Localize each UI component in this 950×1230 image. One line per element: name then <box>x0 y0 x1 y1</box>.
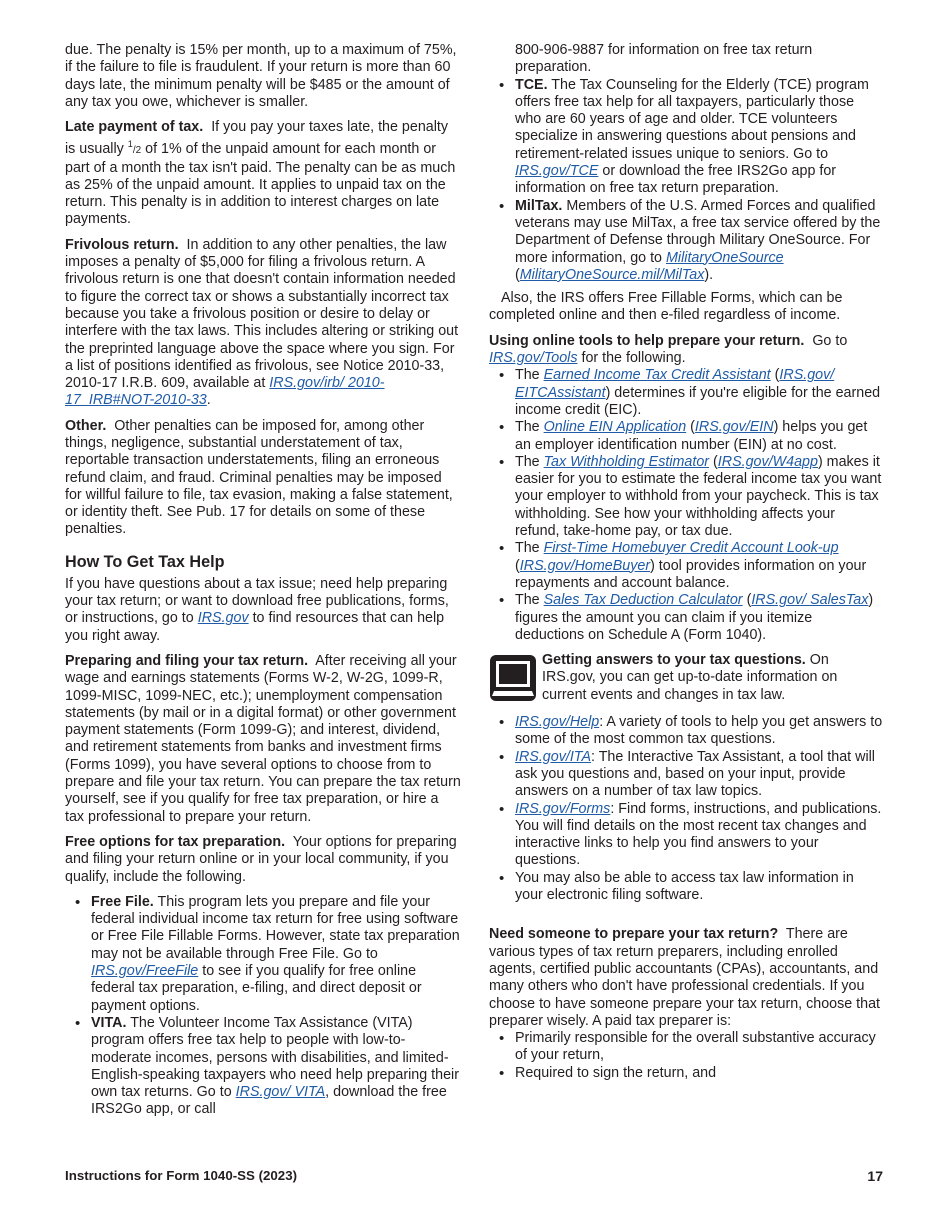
list-item: • Required to sign the return, and <box>489 1065 883 1082</box>
penalty-paragraph: due. The penalty is 15% per month, up to a maximum of 75%, if the failure to file is fraudulent. If your return is more than 60 days late, the minimum penalty will be $485 or the amount of any tax you owe, whichever is smaller. <box>65 42 457 110</box>
vita-heading: VITA. <box>91 1014 127 1031</box>
list-item: • Free File. This program lets you prepare and file your federal individual income tax return for free using software or Free File Fillable Forms. However, state tax preparation may not be available through Free File. Go to IRS.gov/FreeFile to see if you qualify for free online federal tax preparation, e-filing, and direct deposit or payment options. <box>65 894 461 1015</box>
military-onesource-link[interactable]: MilitaryOneSource <box>666 249 784 266</box>
miltax-link[interactable]: MilitaryOneSource.mil/MilTax <box>519 266 705 283</box>
answers-tip: Getting answers to your tax questions. On IRS.gov, you can get up-to-date information on current events and changes in tax law. <box>489 652 883 704</box>
online-tools-list <box>489 367 883 644</box>
list-item: • IRS.gov/Forms: Find forms, instructions, and publications. You will find details on the most recent tax changes and interactive links to help you find answers to your questions. <box>489 801 883 870</box>
list-item: • Primarily responsible for the overall substantive accuracy of your return, <box>489 1030 883 1065</box>
list-item: • IRS.gov/ITA: The Interactive Tax Assistant, a tool that will ask you questions and, based on your input, provide answers on a number of tax law topics. <box>489 749 883 801</box>
online-tools-paragraph: Using online tools to help prepare your return. Go to IRS.gov/Tools for the following. <box>489 332 848 367</box>
preparer-list <box>489 1030 883 1082</box>
ein-application-link[interactable]: Online EIN Application <box>543 419 687 436</box>
vita-link[interactable]: IRS.gov/ VITA <box>235 1084 326 1101</box>
w4app-link[interactable]: IRS.gov/W4app <box>717 453 818 470</box>
freefile-link[interactable]: IRS.gov/FreeFile <box>91 963 199 980</box>
preparing-filing-paragraph: Preparing and filing your tax return. After receiving all your wage and earnings statements (Forms W-2, W-2G, 1099-R, 1099-MISC, 1099-NEC, etc.); unemployment compensation statements (by mail or in a digital format) or other government payment statements (Form 1099-G); and interest, dividend, and retirement statements from banks and investment firms (Forms 1099), you have several options to choose from to prepare and file your tax return. You can prepare the tax return yourself, see if you qualify for free tax preparation, or hire a tax professional to prepare your return. <box>65 652 461 825</box>
eitc-assistant-link[interactable]: Earned Income Tax Credit Assistant <box>543 367 771 384</box>
free-options-heading: Free options for tax preparation. <box>65 833 286 850</box>
ein-url-link[interactable]: IRS.gov/EIN <box>694 419 774 436</box>
right-column <box>489 42 883 1090</box>
list-item: • The Tax Withholding Estimator (IRS.gov/W4app) makes it easier for you to estimate the federal income tax you want your employer to withhold from your paycheck. This is tax withholding. See how your withholding affects your refund, take-home pay, or tax due. <box>489 454 883 540</box>
vita-continued: 800-906-9887 for information on free tax return preparation. <box>515 42 813 76</box>
answers-heading: Getting answers to your tax questions. <box>542 652 806 669</box>
eitc-url-link[interactable]: IRS.gov/ EITCAssistant <box>515 367 835 401</box>
late-payment-heading: Late payment of tax. <box>65 119 204 136</box>
frivolous-return-paragraph: Frivolous return. In addition to any other penalties, the law imposes a penalty of $5,000 for filing a frivolous return. A frivolous return is one that doesn't contain information needed to figure the correct tax or shows a substantially incorrect tax because you take a frivolous position or desire to delay or interfere with the tax laws. This includes altering or striking out the preprinted language above the space where you sign. For a list of positions identified as frivolous, see Notice 2010-33, 2010-17 I.R.B. 609, available at IRS.gov/irb/ 2010-17_IRB#NOT-2010-33. <box>65 236 459 409</box>
free-options-paragraph: Free options for tax preparation. Your options for preparing and filing your return online or in your local community, if you qualify, include the following. <box>65 833 457 885</box>
late-payment-paragraph: Late payment of tax. If you pay your taxes late, the penalty is usually $^1$/2 of 1% of the unpaid amount for each month or part of a month the tax isn't paid. The penalty can be as much as 25% of the unpaid amount. It applies to unpaid tax on the return. This penalty is in addition to interest charges on late payments. <box>65 119 456 228</box>
homebuyer-lookup-link[interactable]: First-Time Homebuyer Credit Account Look-up <box>543 540 839 557</box>
help-link[interactable]: IRS.gov/Help <box>515 714 600 731</box>
preparing-filing-heading: Preparing and filing your tax return. <box>65 652 309 669</box>
need-preparer-heading: Need someone to prepare your tax return? <box>489 926 779 943</box>
help-intro-paragraph: If you have questions about a tax issue; need help preparing your tax return; or want to download free publications, forms, or instructions, go to IRS.gov to find resources that can help you right away. <box>65 575 449 644</box>
irs-gov-link[interactable]: IRS.gov <box>197 610 249 627</box>
irb-link[interactable]: IRS.gov/irb/ 2010-17_IRB#NOT-2010-33 <box>65 375 385 409</box>
answers-list <box>489 714 883 904</box>
computer-icon <box>489 654 537 702</box>
list-item: • The First-Time Homebuyer Credit Account Look-up (IRS.gov/HomeBuyer) tool provides information on your repayments and account balance. <box>489 540 883 592</box>
miltax-heading: MilTax. <box>515 197 563 214</box>
list-item: • The Earned Income Tax Credit Assistant (IRS.gov/ EITCAssistant) determines if you're eligible for the earned income credit (EIC). <box>489 367 883 419</box>
tce-heading: TCE. <box>515 76 548 93</box>
list-item: • TCE. The Tax Counseling for the Elderly (TCE) program offers free tax help for all taxpayers, particularly those who are 60 years of age and older. TCE volunteers specialize in answering questions about pensions and retirement-related issues unique to seniors. Go to IRS.gov/TCE or download the free IRS2Go app for information on free tax return preparation. <box>489 77 883 198</box>
footer-title: Instructions for Form 1040-SS (2023) <box>65 1168 298 1183</box>
other-heading: Other. <box>65 417 107 434</box>
forms-link[interactable]: IRS.gov/Forms <box>515 800 611 817</box>
list-item: • VITA. The Volunteer Income Tax Assistance (VITA) program offers free tax help to people with low-to-moderate incomes, persons with disabilities, and limited-English-speaking taxpayers who need help preparing their own tax returns. Go to IRS.gov/ VITA, download the free IRS2Go app, or call <box>65 1015 461 1119</box>
withholding-estimator-link[interactable]: Tax Withholding Estimator <box>543 453 710 470</box>
free-options-list <box>65 894 461 1119</box>
tce-link[interactable]: IRS.gov/TCE <box>515 163 599 180</box>
other-penalties-paragraph: Other. Other penalties can be imposed for, among other things, negligence, substantial understatement of tax, reportable transaction understatements, filing an erroneous refund claim, and fraud. Criminal penalties may be imposed for willful failure to file, tax evasion, making a false statement, or identity theft. See Pub. 17 for details on some of these penalties. <box>65 417 453 538</box>
free-file-heading: Free File. <box>91 893 154 910</box>
page-number: 17 <box>867 1168 883 1184</box>
list-item: • IRS.gov/Help: A variety of tools to help you get answers to some of the most common tax questions. <box>489 714 883 749</box>
spacer <box>489 912 883 926</box>
salestax-url-link[interactable]: IRS.gov/ SalesTax <box>751 592 869 609</box>
frivolous-return-heading: Frivolous return. <box>65 236 179 253</box>
tools-link[interactable]: IRS.gov/Tools <box>489 350 578 367</box>
left-column <box>65 42 461 1127</box>
list-item: • The Online EIN Application (IRS.gov/EIN) helps you get an employer identification number (EIN) at no cost. <box>489 419 883 454</box>
free-fillable-paragraph: Also, the IRS offers Free Fillable Forms, which can be completed online and then e-filed regardless of income. <box>489 290 843 324</box>
section-title: How To Get Tax Help <box>65 552 225 571</box>
need-preparer-paragraph: Need someone to prepare your tax return? There are various types of tax return preparers, including enrolled agents, certified public accountants (CPAs), accountants, and many others who don't have professional credentials. If you choose to have someone prepare your tax return, choose that preparer wisely. A paid tax preparer is: <box>489 926 881 1029</box>
list-item: • MilTax. Members of the U.S. Armed Forces and qualified veterans may use MilTax, a free tax service offered by the Department of Defense through Military OneSource. For more information, go to MilitaryOneSource (MilitaryOneSource.mil/MilTax). <box>489 198 883 284</box>
homebuyer-url-link[interactable]: IRS.gov/HomeBuyer <box>519 557 651 574</box>
ita-link[interactable]: IRS.gov/ITA <box>515 748 592 765</box>
online-tools-heading: Using online tools to help prepare your return. <box>489 332 805 349</box>
sales-tax-calculator-link[interactable]: Sales Tax Deduction Calculator <box>543 592 743 609</box>
list-item: • You may also be able to access tax law information in your electronic filing software. <box>489 870 883 905</box>
free-options-list-continued <box>489 77 883 285</box>
list-item: • The Sales Tax Deduction Calculator (IRS.gov/ SalesTax) figures the amount you can claim if you itemize deductions on Schedule A (Form 1040). <box>489 592 883 644</box>
